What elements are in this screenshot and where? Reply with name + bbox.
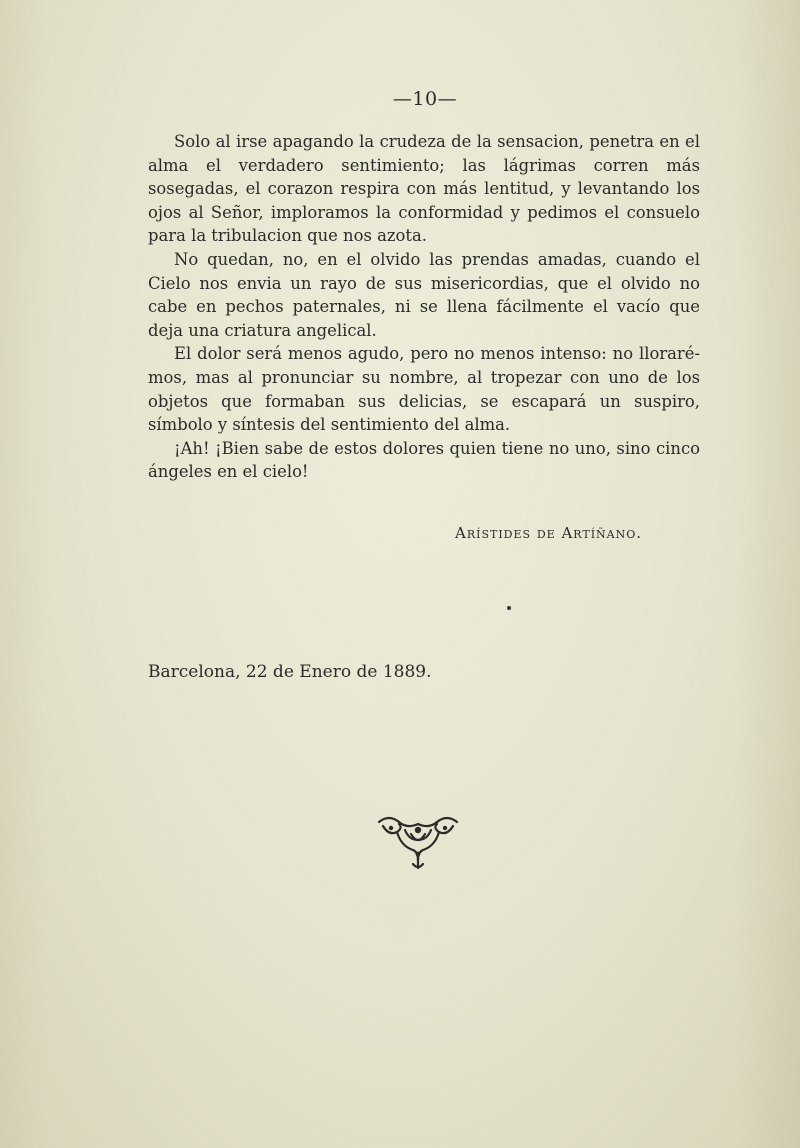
fleuron-ornament-icon	[375, 812, 461, 872]
page-number: —10—	[392, 88, 458, 110]
paragraph-2: No quedan, no, en el olvido las prendas amadas, cuando el Cielo nos envia un rayo de sus misericordias, que el olvido no cabe en pechos paternales, ni se llena fácilmente el vacío que deja una criatura angelical.	[148, 249, 700, 340]
body-text	[148, 130, 700, 484]
author-signature: Arístides de Artíñano.	[455, 524, 643, 542]
paragraph-4: ¡Ah! ¡Bien sabe de estos dolores quien tiene no uno, sino cinco ángeles en el cielo!	[148, 438, 700, 482]
dateline: Barcelona, 22 de Enero de 1889.	[148, 662, 432, 682]
paragraph-1: Solo al irse apagando la crudeza de la sensacion, penetra en el alma el verdadero sentimiento; las lágrimas corren más sosegadas, el corazon respira con más lentitud, y levantando los ojos al Señor, imploramos la conformidad y pedimos el consuelo para la tribulacion que nos azota.	[148, 132, 700, 246]
ink-speck	[507, 606, 511, 610]
paragraph-3: El dolor será menos agudo, pero no menos intenso: no llorarémos, mas al pronunciar su nombre, al tropezar con uno de los objetos que formaban sus delicias, se escapará un suspiro, símbolo y síntesis del sentimiento del alma.	[148, 344, 700, 435]
